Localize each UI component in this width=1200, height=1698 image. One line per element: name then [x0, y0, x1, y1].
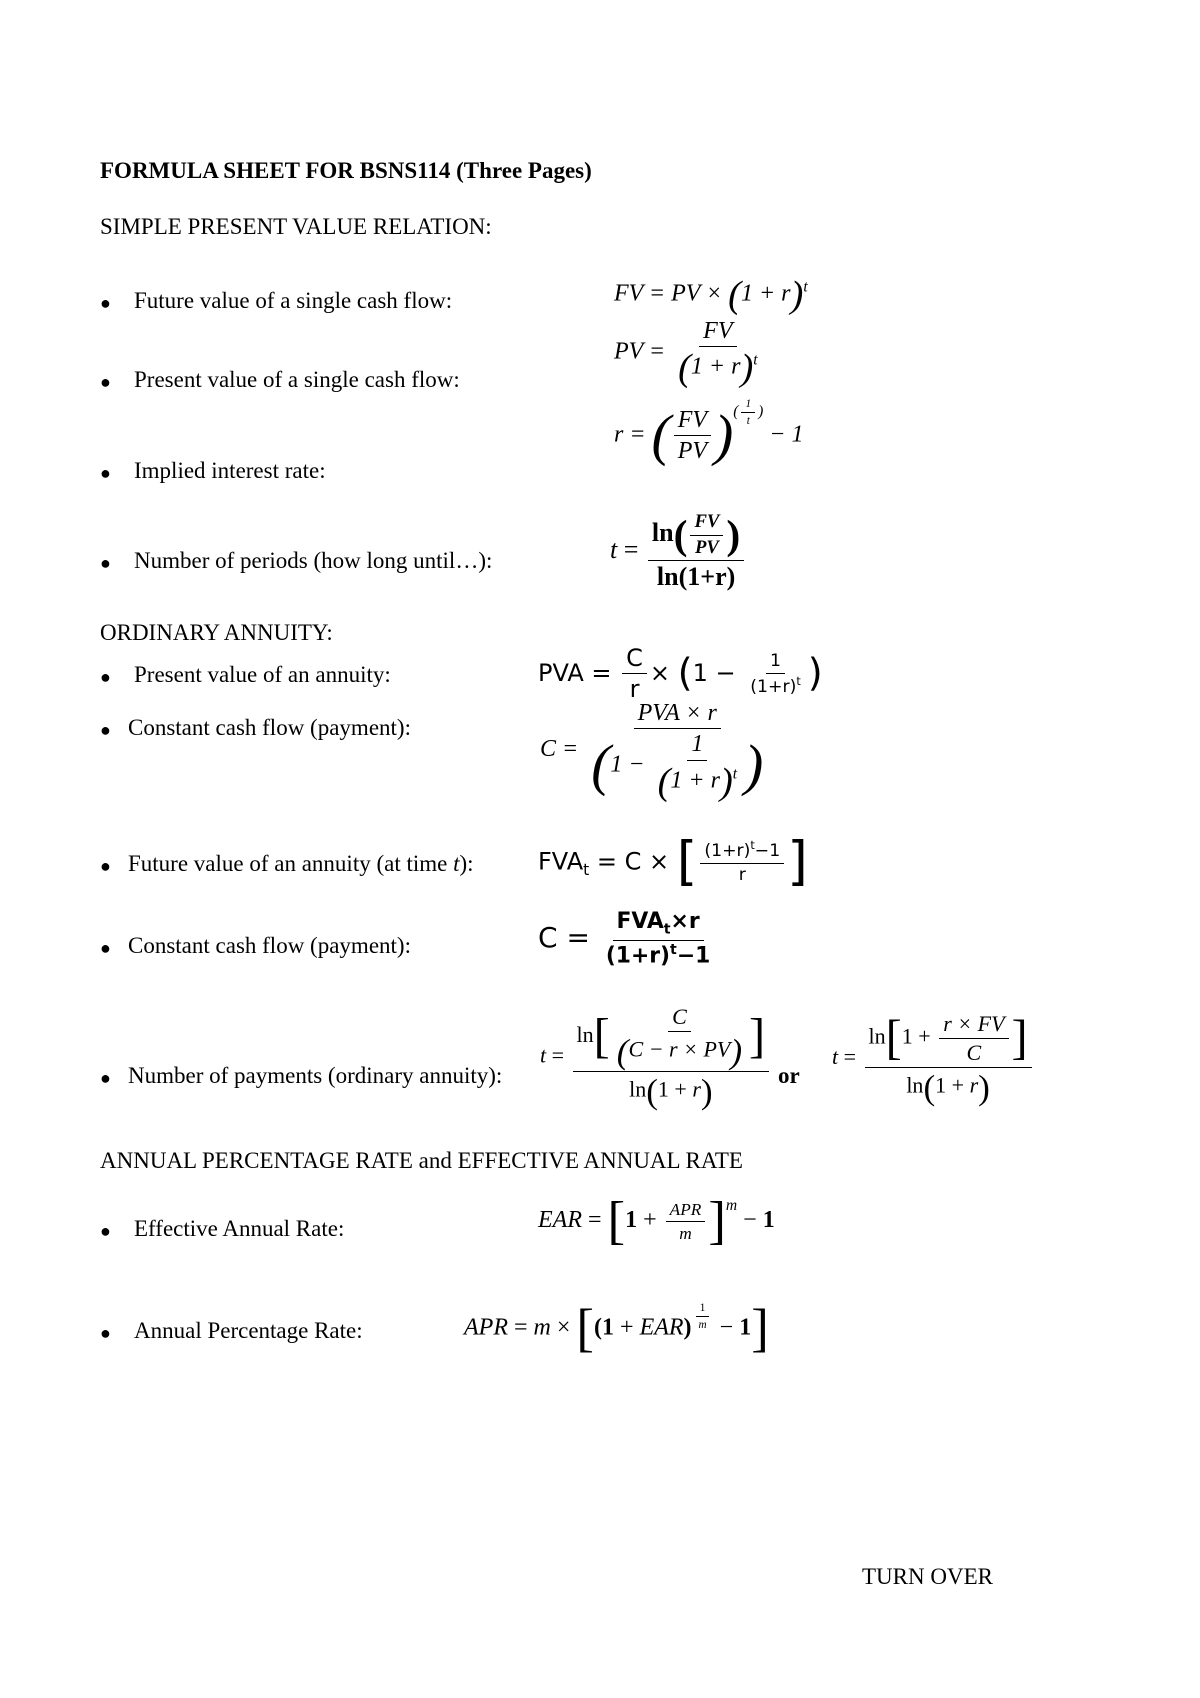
formula-number-periods: t = ln( $\frac{FV}{PV}$ ) ln(1+r) [610, 512, 747, 592]
label-ear: Effective Annual Rate: [134, 1216, 345, 1241]
formula-number-payments-1: t = ln[ $\frac{C}{(C - r \times PV)}$ ] ln(1 + r) [540, 1005, 772, 1110]
formula-pv-annuity: PVA = $\frac{C}{r}$ × (1 − $\frac{1}{(1+r)^t}$ ) [538, 644, 823, 704]
bullet-icon: ● [100, 463, 111, 483]
label-implied-rate: Implied interest rate: [134, 458, 326, 483]
bullet-icon: ● [100, 720, 111, 740]
formula-implied-rate: r = ( $\frac{FV}{PV}$ )$^{( \frac{1}{t} )}$ − 1 [614, 398, 804, 468]
section-heading-simple: SIMPLE PRESENT VALUE RELATION: [100, 214, 492, 239]
bullet-icon: ● [100, 938, 111, 958]
formula-constant-cash-flow-2: C = $\frac{FVA_t\times r}{(1+r)^t-1}$ [538, 909, 711, 969]
formula-fv-annuity: $FVA_t = C$ × [ $\frac{(1+r)^t-1}{r}$ ] [538, 831, 808, 892]
bullet-icon: ● [100, 293, 111, 313]
page-title: FORMULA SHEET FOR BSNS114 (Three Pages) [100, 158, 592, 183]
or-separator: or [778, 1063, 800, 1088]
formula-pv-single: PV = $\frac{FV}{(1 + r)^t}$ [614, 318, 758, 390]
label-number-payments: Number of payments (ordinary annuity): [128, 1063, 503, 1088]
label-constant-cash-flow-2: Constant cash flow (payment): [128, 933, 411, 958]
label-pv-single: Present value of a single cash flow: [134, 367, 460, 392]
bullet-icon: ● [100, 1221, 111, 1241]
formula-constant-cash-flow-1: C = PVA × r (1 − $\frac{1}{(1 + r)^t}$ ) [540, 700, 764, 803]
label-constant-cash-flow-1: Constant cash flow (payment): [128, 715, 411, 740]
bullet-icon: ● [100, 1323, 111, 1343]
bullet-icon: ● [100, 553, 111, 573]
label-fv-annuity-var: t [453, 851, 460, 876]
label-fv-annuity-post: ): [459, 851, 474, 876]
bullet-icon: ● [100, 1068, 111, 1088]
label-fv-annuity [128, 851, 474, 877]
label-apr: Annual Percentage Rate: [134, 1318, 363, 1343]
label-fv-annuity-pre: Future value of an annuity (at time [128, 851, 454, 876]
bullet-icon: ● [100, 372, 111, 392]
section-heading-rates: ANNUAL PERCENTAGE RATE and EFFECTIVE ANNUAL RATE [100, 1148, 743, 1173]
bullet-icon: ● [100, 856, 111, 876]
bullet-icon: ● [100, 667, 111, 687]
section-heading-annuity: ORDINARY ANNUITY: [100, 620, 333, 645]
formula-number-payments-2: t = ln[1 + $\frac{r \times FV}{C}$ ] ln(1 + r) [832, 1012, 1035, 1106]
label-pv-annuity: Present value of an annuity: [134, 662, 391, 687]
formula-fv-single: FV = PV × $(1 + r)^t$ [614, 274, 808, 316]
formula-ear: EAR = [1 + $\frac{\text{APR}}{m}$ ]$^m$ − 1 [538, 1192, 775, 1250]
formula-apr: APR = m × [(1 + EAR) $^{\frac{1}{m}}$ − 1] [464, 1299, 769, 1358]
label-number-periods: Number of periods (how long until…): [134, 548, 493, 573]
label-fv-single: Future value of a single cash flow: [134, 288, 453, 313]
footer-turn-over: TURN OVER [862, 1564, 993, 1589]
